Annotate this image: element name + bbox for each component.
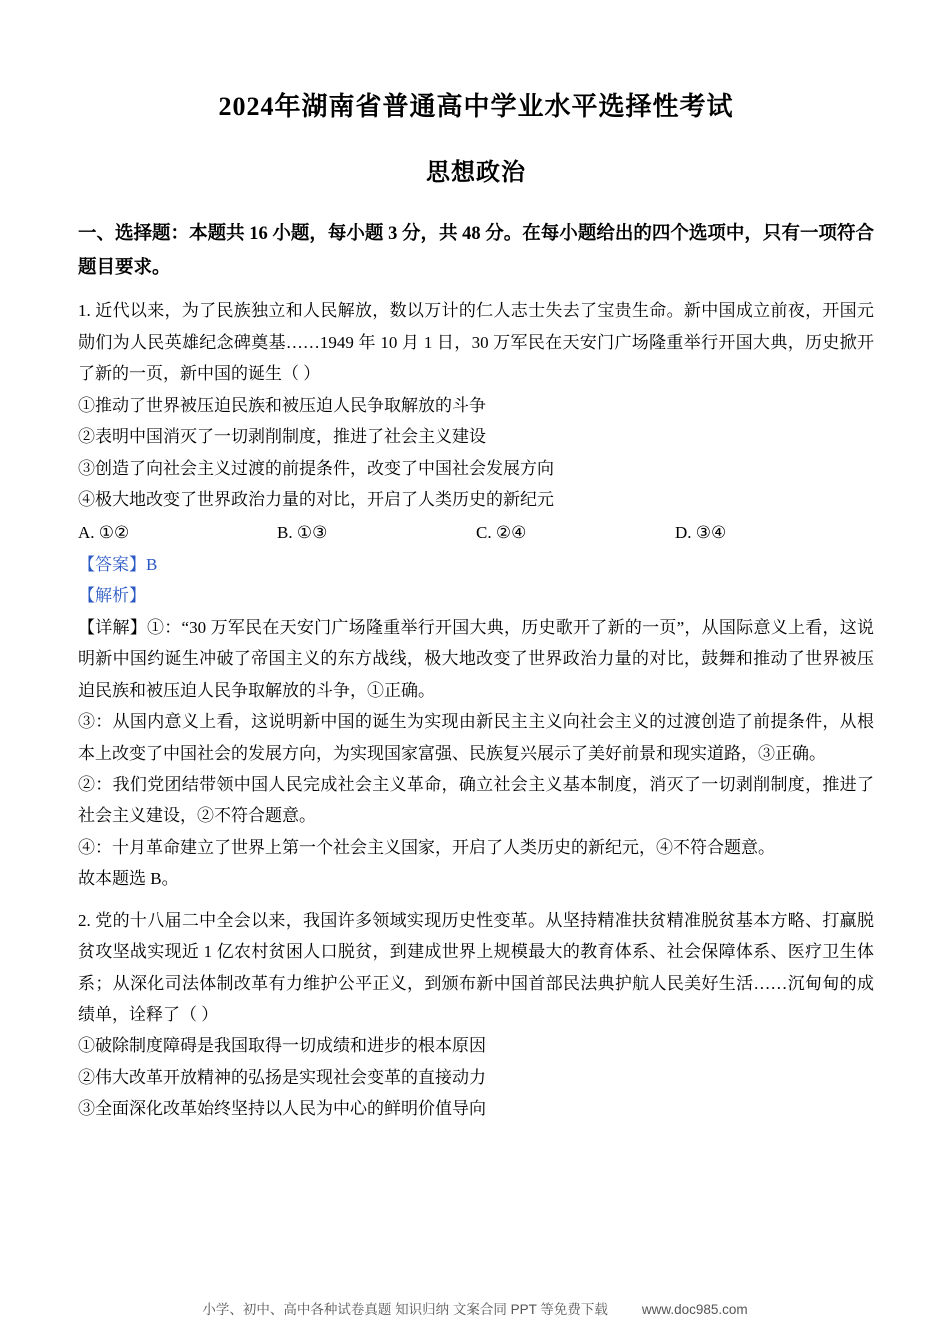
document-content [78, 0, 874, 1125]
page-footer [0, 1298, 950, 1318]
answer-line [78, 549, 874, 580]
analysis-paragraph: 【详解】①：“30 万军民在天安门广场隆重举行开国大典，历史歌开了新的一页”，从国际意义上看，这说明新中国约诞生冲破了帝国主义的东方战线，极大地改变了世界政治力量的对比，鼓舞和推动了世界被压迫民族和被压迫人民争取解放的斗争，①正确。 [78, 617, 874, 700]
question-option[interactable]: ④极大地改变了世界政治力量的对比，开启了人类历史的新纪元 [78, 490, 554, 510]
analysis-paragraph: ③：从国内意义上看，这说明新中国的诞生为实现由新民主主义向社会主义的过渡创造了前提条件，从根本上改变了中国社会的发展方向，为实现国家富强、民族复兴展示了美好前景和现实道路，③正确。 [78, 712, 874, 763]
question-block-1 [78, 295, 874, 894]
analysis-label: 【解析】 [78, 586, 146, 606]
choice-row [78, 517, 874, 548]
footer-site[interactable]: www.doc985.com [641, 1302, 748, 1317]
page-title: 2024年湖南省普通高中学业水平选择性考试 [218, 92, 734, 121]
question-option[interactable]: ①破除制度障碍是我国取得一切成绩和进步的根本原因 [78, 1036, 486, 1056]
choice-b[interactable]: B. ①③ [277, 523, 328, 543]
question-option[interactable]: ②伟大改革开放精神的弘扬是实现社会变革的直接动力 [78, 1067, 486, 1087]
question-option[interactable]: ①推动了世界被压迫民族和被压迫人民争取解放的斗争 [78, 395, 486, 415]
question-stem: 2. 党的十八届二中全会以来，我国许多领域实现历史性变革。从坚持精准扶贫精准脱贫基本方略、打赢脱贫攻坚战实现近 1 亿农村贫困人口脱贫，到建成世界上规模最大的教育体系、社会保障体系、医疗卫生体系；从深化司法体制改革有力维护公平正义，到颁布新中国首部民法典护航人民美好生活……沉甸甸的成绩单，诠释了（ ） [78, 910, 874, 1025]
question-block-2 [78, 905, 874, 1125]
footer-text: 小学、初中、高中各种试卷真题 知识归纳 文案合同 PPT 等免费下载 [202, 1302, 608, 1317]
analysis-paragraph: ②：我们党团结带领中国人民完成社会主义革命，确立社会主义基本制度，消灭了一切剥削制度，推进了社会主义建设，②不符合题意。 [78, 774, 874, 826]
answer-label: 【答案】 [78, 554, 146, 574]
choice-d[interactable]: D. ③④ [675, 523, 727, 543]
answer-value: B [146, 554, 158, 574]
choice-a[interactable]: A. ①② [78, 523, 130, 543]
analysis-conclusion: 故本题选 B。 [78, 869, 179, 889]
question-stem: 1. 近代以来，为了民族独立和人民解放，数以万计的仁人志士失去了宝贵生命。新中国成立前夜，开国元勋们为人民英雄纪念碑奠基……1949 年 10 月 1 日，30 万军民在天安门广场隆重举行开国大典，历史掀开了新的一页，新中国的诞生（ ） [78, 301, 874, 384]
analysis-paragraph: ④：十月革命建立了世界上第一个社会主义国家，开启了人类历史的新纪元，④不符合题意。 [78, 837, 775, 857]
question-option[interactable]: ②表明中国消灭了一切剥削制度，推进了社会主义建设 [78, 427, 486, 447]
question-option[interactable]: ③全面深化改革始终坚持以人民为中心的鲜明价值导向 [78, 1099, 486, 1119]
choice-c[interactable]: C. ②④ [476, 523, 527, 543]
section-heading: 一、选择题：本题共 16 小题，每小题 3 分，共 48 分。在每小题给出的四个选项中，只有一项符合题目要求。 [78, 223, 874, 279]
question-option[interactable]: ③创造了向社会主义过渡的前提条件，改变了中国社会发展方向 [78, 458, 554, 478]
page-subtitle: 思想政治 [426, 159, 526, 186]
